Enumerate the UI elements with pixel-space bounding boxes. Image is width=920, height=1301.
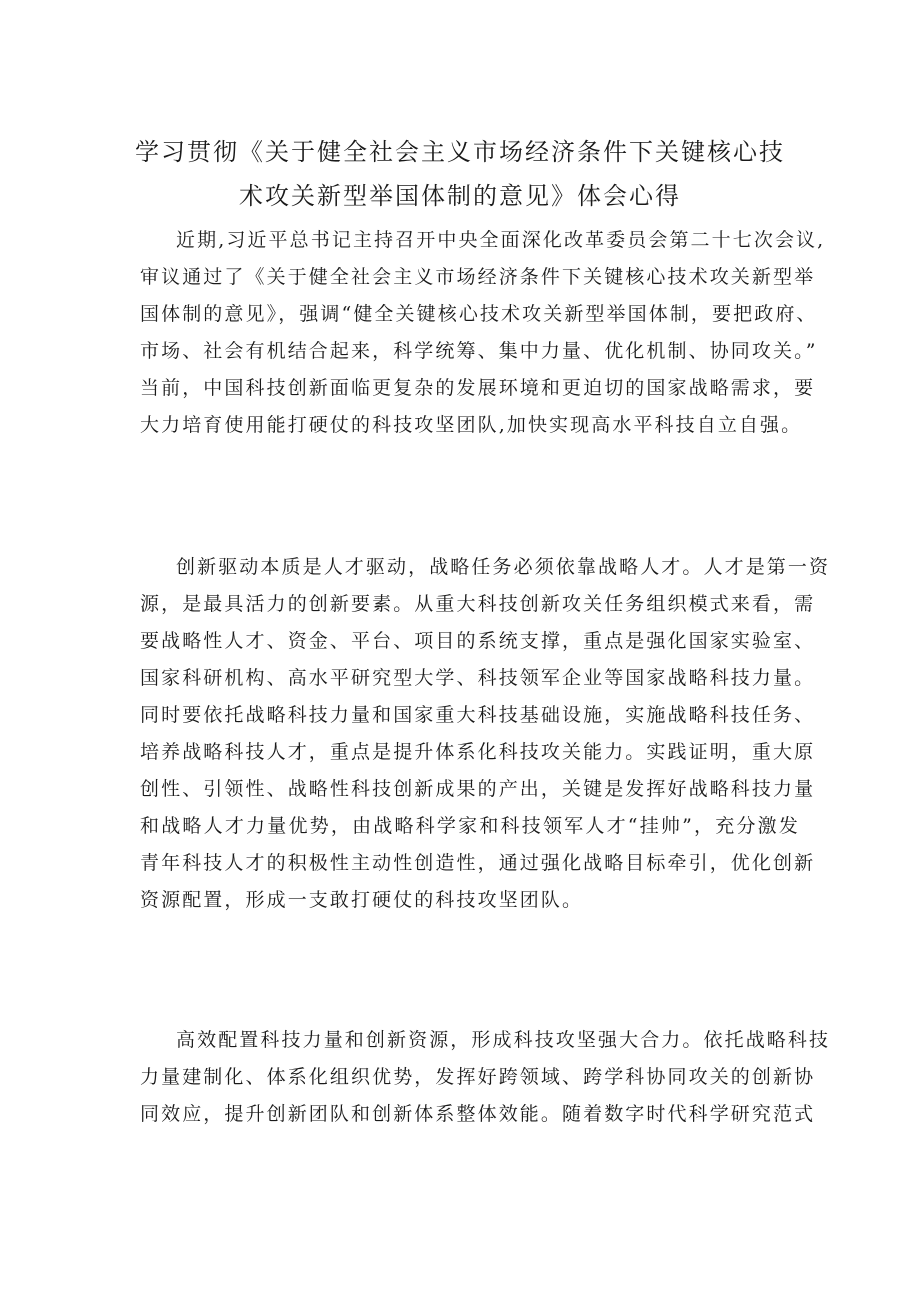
paragraph-line: 资源配置，形成一支敢打硬仗的科技攻坚团队。 [140,889,584,911]
document-title-line-1: 学习贯彻《关于健全社会主义市场经济条件下关键核心技 [135,138,785,166]
paragraph-2 [140,549,831,919]
paragraph-3 [140,1022,831,1133]
paragraph-line: 市场、社会有机结合起来，科学统筹、集中力量、优化机制、协同攻关。” [140,340,818,362]
paragraph-line: 大力培育使用能打硬仗的科技攻坚团队,加快实现高水平科技自立自强。 [140,414,803,436]
paragraph-line: 和战略人才力量优势，由战略科学家和科技领军人才“挂帅”，充分激发 [140,815,800,837]
paragraph-line: 创性、引领性、战略性科技创新成果的产出，关键是发挥好战略科技力量 [140,778,816,800]
paragraph-1 [140,222,826,444]
paragraph-line: 源，是最具活力的创新要素。从重大科技创新攻关任务组织模式来看，需 [140,593,816,615]
paragraph-line: 当前，中国科技创新面临更复杂的发展环境和更迫切的国家战略需求，要 [140,377,816,399]
paragraph-line: 创新驱动本质是人才驱动，战略任务必须依靠战略人才。人才是第一资 [176,556,831,578]
paragraph-line: 同时要依托战略科技力量和国家重大科技基础设施，实施战略科技任务、 [140,704,816,726]
paragraph-line: 国体制的意见》，强调“健全关键核心技术攻关新型举国体制，要把政府、 [140,303,818,325]
document-title-line-2: 术攻关新型举国体制的意见》体会心得 [239,182,681,210]
paragraph-line: 青年科技人才的积极性主动性创造性，通过强化战略目标牵引，优化创新 [140,852,816,874]
paragraph-line: 近期,习近平总书记主持召开中央全面深化改革委员会第二十七次会议, [176,229,826,251]
paragraph-line: 国家科研机构、高水平研究型大学、科技领军企业等国家战略科技力量。 [140,667,816,689]
paragraph-line: 力量建制化、体系化组织优势，发挥好跨领域、跨学科协同攻关的创新协 [140,1066,816,1088]
paragraph-line: 审议通过了《关于健全社会主义市场经济条件下关键核心技术攻关新型举 [140,266,816,288]
paragraph-line: 高效配置科技力量和创新资源，形成科技攻坚强大合力。依托战略科技 [176,1029,831,1051]
paragraph-line: 培养战略科技人才，重点是提升体系化科技攻关能力。实践证明，重大原 [140,741,816,763]
paragraph-line: 要战略性人才、资金、平台、项目的系统支撑，重点是强化国家实验室、 [140,630,816,652]
paragraph-line: 同效应，提升创新团队和创新体系整体效能。随着数字时代科学研究范式 [140,1103,816,1125]
